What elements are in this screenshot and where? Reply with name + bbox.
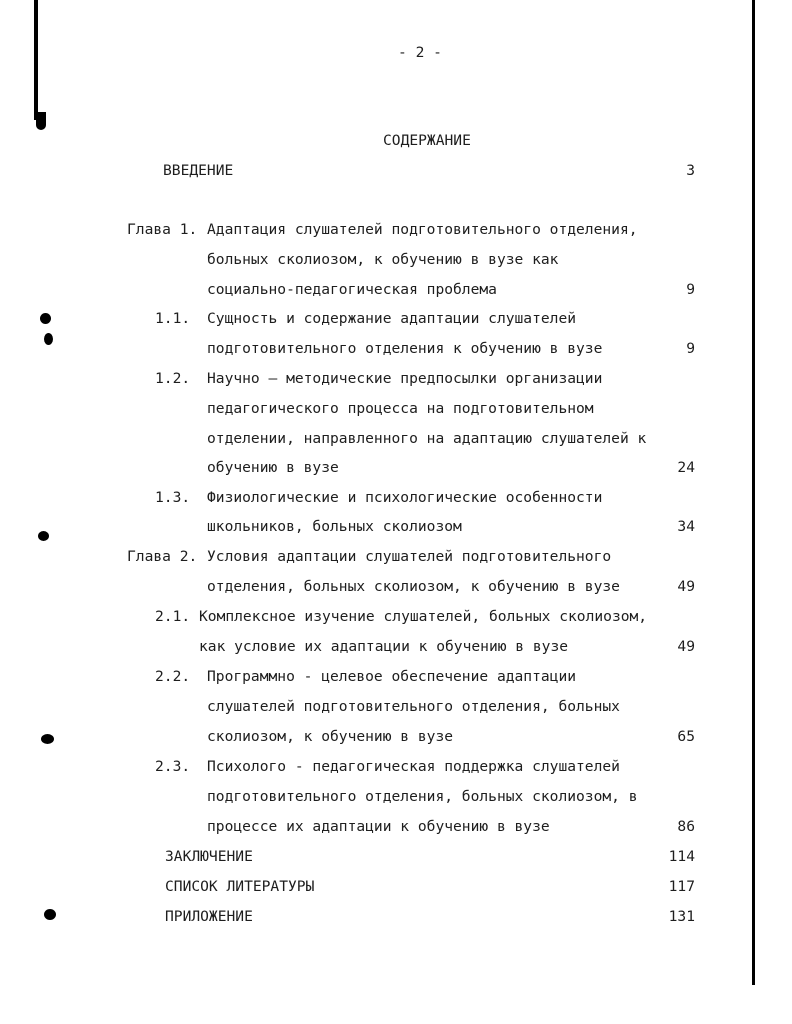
page-number: - 2 - <box>398 44 442 61</box>
punch-hole-mark <box>44 909 56 920</box>
toc-appendix-label: ПРИЛОЖЕНИЕ <box>165 908 253 925</box>
punch-hole-mark <box>44 333 53 345</box>
toc-ch2-line2: отделения, больных сколиозом, к обучению в вузе <box>207 578 620 595</box>
toc-ch1-line2: больных сколиозом, к обучению в вузе как <box>207 251 559 268</box>
toc-s2-3-line2: подготовительного отделения, больных сколиозом, в <box>207 788 638 805</box>
toc-appendix-page: 131 <box>668 908 695 925</box>
toc-s1-2-line1: Научно – методические предпосылки организации <box>207 370 603 387</box>
toc-s2-3-line3: процессе их адаптации к обучению в вузе <box>207 818 550 835</box>
toc-s2-3-page: 86 <box>677 818 695 835</box>
toc-ch1-prefix: Глава 1. <box>127 221 198 238</box>
toc-s1-3-page: 34 <box>677 518 695 535</box>
toc-s2-1-page: 49 <box>677 638 695 655</box>
toc-s1-3-num: 1.3. <box>155 489 191 506</box>
toc-references-page: 117 <box>668 878 695 895</box>
toc-s1-2-line2: педагогического процесса на подготовительном <box>207 400 594 417</box>
toc-s1-1-line1: Сущность и содержание адаптации слушателей <box>207 310 577 327</box>
toc-ch2-line1: Условия адаптации слушателей подготовительного <box>207 548 612 565</box>
toc-ch2-prefix: Глава 2. <box>127 548 198 565</box>
toc-s1-2-num: 1.2. <box>155 370 191 387</box>
toc-s1-1-num: 1.1. <box>155 310 191 327</box>
toc-s2-3-num: 2.3. <box>155 758 191 775</box>
toc-s2-2-line1: Программно - целевое обеспечение адаптации <box>207 668 577 685</box>
toc-s2-2-line3: сколиозом, к обучению в вузе <box>207 728 454 745</box>
toc-s1-2-line3: отделении, направленного на адаптацию слушателей к <box>207 430 647 447</box>
toc-conclusion-page: 114 <box>668 848 695 865</box>
scan-edge-right <box>752 0 755 985</box>
toc-s2-1-line2: как условие их адаптации к обучению в вузе <box>199 638 569 655</box>
toc-ch1-line1: Адаптация слушателей подготовительного отделения, <box>207 221 638 238</box>
toc-s1-2-line4: обучению в вузе <box>207 459 339 476</box>
toc-s2-1-num: 2.1. <box>155 608 191 625</box>
toc-s2-2-num: 2.2. <box>155 668 191 685</box>
toc-s2-3-line1: Психолого - педагогическая поддержка слушателей <box>207 758 620 775</box>
toc-s1-1-line2: подготовительного отделения к обучению в вузе <box>207 340 603 357</box>
scan-edge-left <box>34 0 38 120</box>
toc-s2-2-page: 65 <box>677 728 695 745</box>
toc-s2-2-line2: слушателей подготовительного отделения, больных <box>207 698 620 715</box>
toc-ch2-page: 49 <box>677 578 695 595</box>
toc-s2-1-line1: Комплексное изучение слушателей, больных сколиозом, <box>199 608 648 625</box>
toc-s1-3-line1: Физиологические и психологические особенности <box>207 489 603 506</box>
scan-edge-left-hook <box>36 112 46 130</box>
toc-intro-page: 3 <box>686 162 695 179</box>
toc-references-label: СПИСОК ЛИТЕРАТУРЫ <box>165 878 315 895</box>
toc-ch1-line3: социально-педагогическая проблема <box>207 281 497 298</box>
punch-hole-mark <box>40 313 51 324</box>
toc-s1-1-page: 9 <box>686 340 695 357</box>
punch-hole-mark <box>38 531 49 541</box>
toc-s1-3-line2: школьников, больных сколиозом <box>207 518 462 535</box>
toc-s1-2-page: 24 <box>677 459 695 476</box>
toc-conclusion-label: ЗАКЛЮЧЕНИЕ <box>165 848 253 865</box>
toc-ch1-page: 9 <box>686 281 695 298</box>
toc-intro-label: ВВЕДЕНИЕ <box>163 162 234 179</box>
toc-title: СОДЕРЖАНИЕ <box>383 132 471 149</box>
punch-hole-mark <box>41 734 54 744</box>
